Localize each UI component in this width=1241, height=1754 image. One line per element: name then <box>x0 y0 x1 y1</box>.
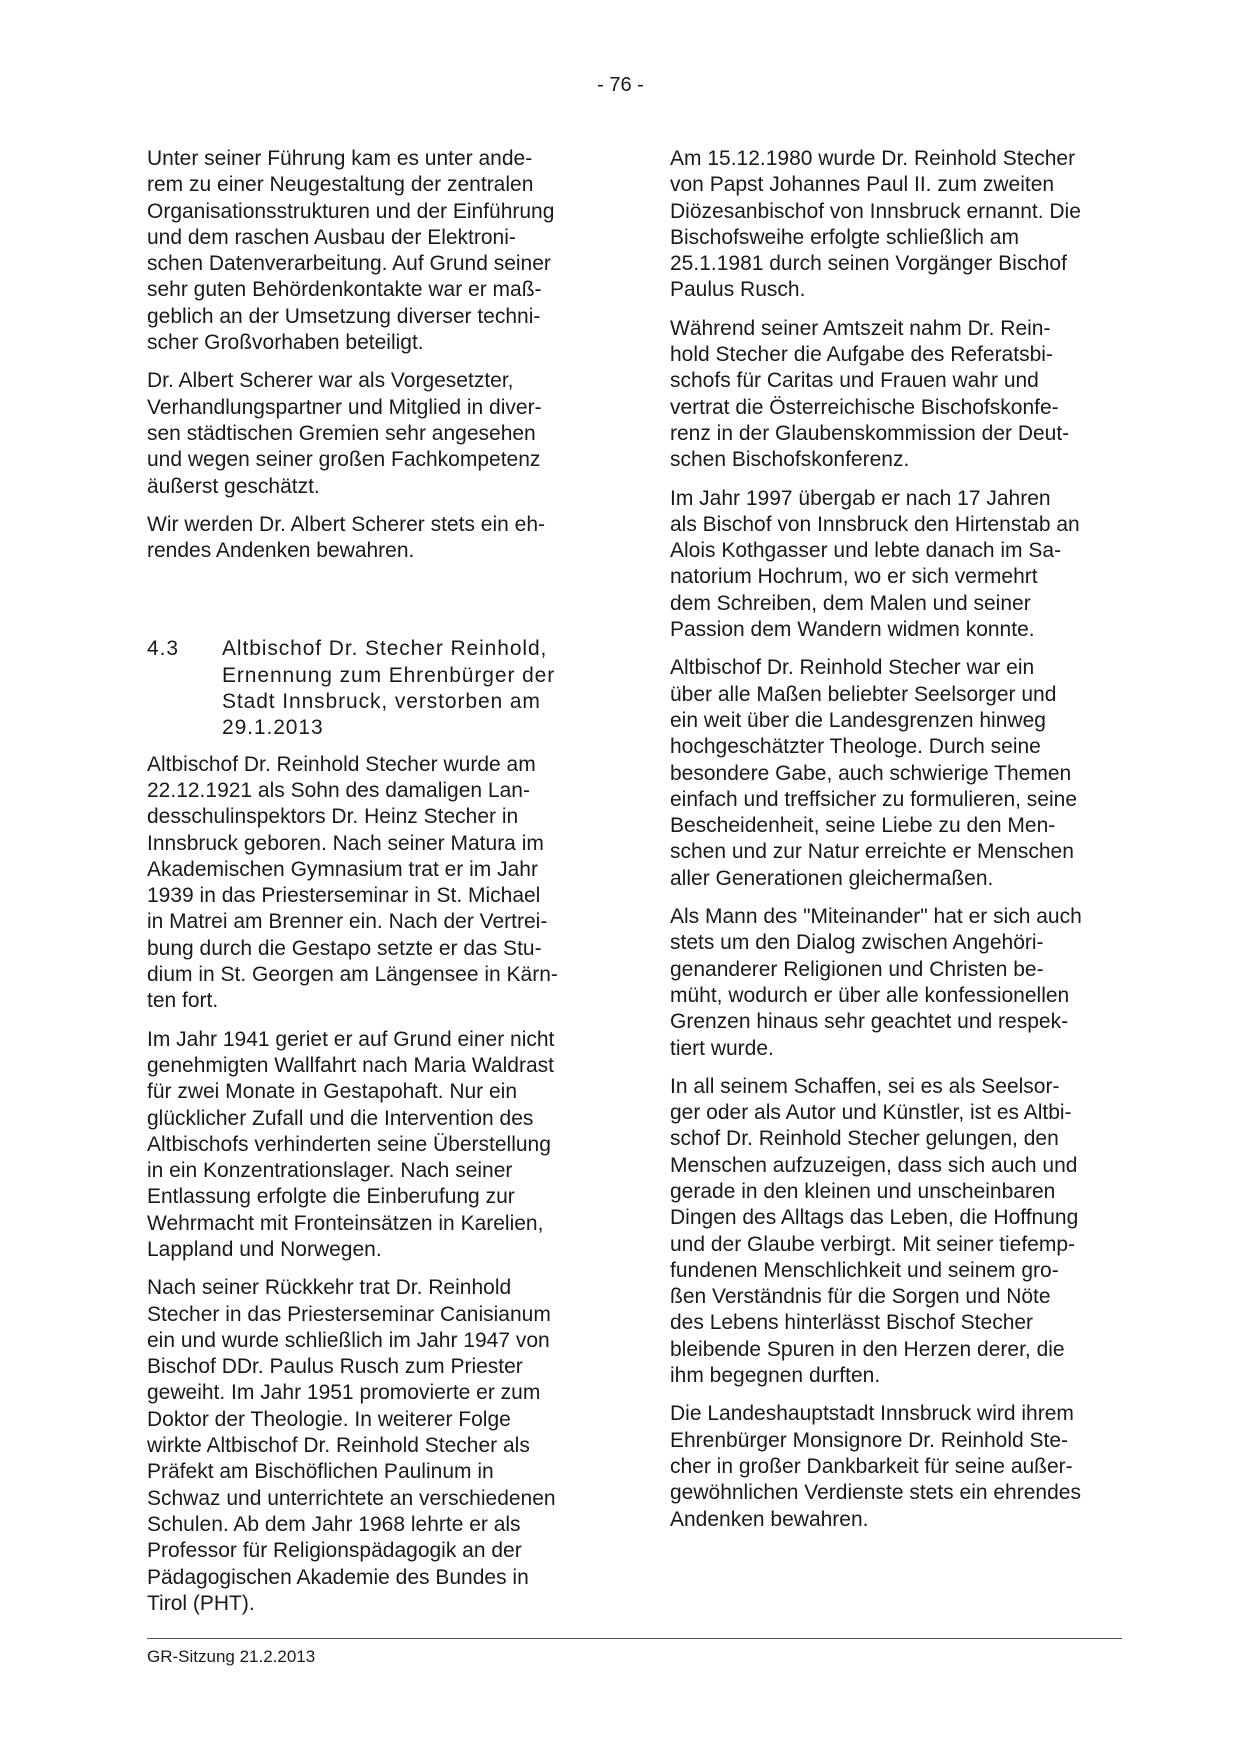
section-title <box>222 636 599 741</box>
paragraph <box>147 1275 599 1617</box>
text-line: Alois Kothgasser und lebte danach im Sa- <box>670 539 1062 563</box>
paragraph <box>670 1401 1130 1532</box>
text-line: über alle Maßen beliebter Seelsorger und <box>670 682 1057 706</box>
text-line: Tirol (PHT). <box>147 1591 255 1615</box>
section-number: 4.3 <box>147 637 179 661</box>
text-line: Professor für Religionspädagogik an der <box>147 1539 522 1563</box>
text-line: Die Landeshauptstadt Innsbruck wird ihrem <box>670 1402 1074 1426</box>
text-line: äußerst geschätzt. <box>147 474 320 498</box>
page-number: - 76 - <box>597 74 644 96</box>
text-line: ein und wurde schließlich im Jahr 1947 von <box>147 1328 550 1352</box>
text-line: Akademischen Gymnasium trat er im Jahr <box>147 857 538 881</box>
paragraph <box>670 1074 1130 1390</box>
section-heading <box>147 636 599 741</box>
text-line: Während seiner Amtszeit nahm Dr. Rein- <box>670 316 1051 340</box>
text-line: Lappland und Norwegen. <box>147 1237 382 1261</box>
text-line: vertrat die Österreichische Bischofskonfe- <box>670 395 1059 419</box>
text-line: schen Datenverarbeitung. Auf Grund seiner <box>147 252 551 276</box>
text-line: Dr. Albert Scherer war als Vorgesetzter, <box>147 369 514 393</box>
text-line: aller Generationen gleichermaßen. <box>670 866 994 890</box>
text-line: Altbischofs verhinderten seine Überstellung <box>147 1132 551 1156</box>
text-line: und wegen seiner großen Fachkompetenz <box>147 448 541 472</box>
text-line: Stadt Innsbruck, verstorben am <box>222 690 541 714</box>
text-line: hochgeschätzter Theologe. Durch seine <box>670 735 1041 759</box>
footer-divider <box>147 1638 1122 1639</box>
text-line: in ein Konzentrationslager. Nach seiner <box>147 1159 513 1183</box>
paragraph <box>147 146 599 356</box>
text-line: renz in der Glaubenskommission der Deut- <box>670 421 1070 445</box>
text-line: Nach seiner Rückkehr trat Dr. Reinhold <box>147 1276 512 1300</box>
paragraph <box>670 655 1130 892</box>
text-line: hold Stecher die Aufgabe des Referatsbi- <box>670 343 1053 367</box>
text-line: Entlassung erfolgte die Einberufung zur <box>147 1185 515 1209</box>
text-line: sehr guten Behördenkontakte war er maß- <box>147 278 542 302</box>
text-line: rendes Andenken bewahren. <box>147 539 415 563</box>
text-line: Wehrmacht mit Fronteinsätzen in Karelien, <box>147 1211 544 1235</box>
left-column <box>147 146 599 1629</box>
text-line: 29.1.2013 <box>222 716 324 740</box>
text-line: schen und zur Natur erreichte er Menschen <box>670 840 1074 864</box>
text-line: genehmigten Wallfahrt nach Maria Waldrast <box>147 1053 554 1077</box>
text-line: von Papst Johannes Paul II. zum zweiten <box>670 173 1055 197</box>
text-line: geweiht. Im Jahr 1951 promovierte er zum <box>147 1381 541 1405</box>
text-line: Als Mann des "Miteinander" hat er sich auch <box>670 905 1082 929</box>
text-line: Stecher in das Priesterseminar Canisianum <box>147 1302 551 1326</box>
text-line: desschulinspektors Dr. Heinz Stecher in <box>147 805 519 829</box>
text-line: ßen Verständnis für die Sorgen und Nöte <box>670 1285 1051 1309</box>
text-line: Ehrenbürger Monsignore Dr. Reinhold Ste- <box>670 1428 1069 1452</box>
text-line: rem zu einer Neugestaltung der zentralen <box>147 173 534 197</box>
text-line: Dingen des Alltags das Leben, die Hoffnung <box>670 1206 1079 1230</box>
paragraph <box>670 146 1130 304</box>
text-line: Präfekt am Bischöflichen Paulinum in <box>147 1460 494 1484</box>
text-line: Altbischof Dr. Reinhold Stecher war ein <box>670 656 1035 680</box>
text-line: glücklicher Zufall und die Intervention des <box>147 1106 534 1130</box>
text-line: schof Dr. Reinhold Stecher gelungen, den <box>670 1127 1059 1151</box>
text-line: ten fort. <box>147 989 219 1013</box>
text-line: Grenzen hinaus sehr geachtet und respek- <box>670 1010 1069 1034</box>
paragraph <box>147 752 599 1015</box>
text-line: und dem raschen Ausbau der Elektroni- <box>147 225 516 249</box>
text-line: wirkte Altbischof Dr. Reinhold Stecher als <box>147 1434 530 1458</box>
text-line: dium in St. Georgen am Längensee in Kärn- <box>147 963 558 987</box>
text-line: Andenken bewahren. <box>670 1507 869 1531</box>
text-line: schofs für Caritas und Frauen wahr und <box>670 369 1039 393</box>
text-line: Unter seiner Führung kam es unter ande- <box>147 147 533 170</box>
text-line: Im Jahr 1997 übergab er nach 17 Jahren <box>670 486 1051 510</box>
text-line: Paulus Rusch. <box>670 278 806 302</box>
text-line: genanderer Religionen und Christen be- <box>670 957 1044 981</box>
text-line: einfach und treffsicher zu formulieren, seine <box>670 787 1077 811</box>
text-line: Bischofsweihe erfolgte schließlich am <box>670 225 1019 249</box>
text-line: Am 15.12.1980 wurde Dr. Reinhold Stecher <box>670 147 1076 170</box>
paragraph <box>670 486 1130 644</box>
text-line: tiert wurde. <box>670 1036 774 1060</box>
text-line: In all seinem Schaffen, sei es als Seelsor- <box>670 1074 1060 1098</box>
text-line: bung durch die Gestapo setzte er das Stu- <box>147 936 542 960</box>
text-line: Diözesanbischof von Innsbruck ernannt. Die <box>670 199 1081 223</box>
text-line: Im Jahr 1941 geriet er auf Grund einer nicht <box>147 1027 555 1051</box>
text-line: sen städtischen Gremien sehr angesehen <box>147 421 536 445</box>
footer-text: GR-Sitzung 21.2.2013 <box>147 1647 316 1666</box>
text-line: cher in großer Dankbarkeit für seine außer- <box>670 1454 1073 1478</box>
text-line: Passion dem Wandern widmen konnte. <box>670 618 1035 642</box>
text-line: dem Schreiben, dem Malen und seiner <box>670 591 1031 615</box>
text-line: ein weit über die Landesgrenzen hinweg <box>670 708 1046 732</box>
paragraph <box>670 316 1130 474</box>
text-line: Pädagogischen Akademie des Bundes in <box>147 1565 529 1589</box>
text-line: 1939 in das Priesterseminar in St. Michael <box>147 884 541 908</box>
text-line: ger oder als Autor und Künstler, ist es Altbi- <box>670 1101 1072 1125</box>
right-column <box>670 146 1130 1545</box>
text-line: als Bischof von Innsbruck den Hirtenstab an <box>670 512 1080 536</box>
text-line: Altbischof Dr. Reinhold Stecher wurde am <box>147 752 536 776</box>
text-line: 22.12.1921 als Sohn des damaligen Lan- <box>147 778 530 802</box>
text-line: geblich an der Umsetzung diverser techni- <box>147 304 541 328</box>
paragraph <box>670 904 1130 1062</box>
text-line: scher Großvorhaben beteiligt. <box>147 331 424 355</box>
text-line: Wir werden Dr. Albert Scherer stets ein eh- <box>147 512 545 536</box>
text-line: Menschen aufzuzeigen, dass sich auch und <box>670 1153 1078 1177</box>
text-line: stets um den Dialog zwischen Angehöri- <box>670 931 1044 955</box>
paragraph <box>147 512 599 565</box>
text-line: Bescheidenheit, seine Liebe zu den Men- <box>670 814 1056 838</box>
text-line: Doktor der Theologie. In weiterer Folge <box>147 1407 511 1431</box>
text-line: Ernennung zum Ehrenbürger der <box>222 663 556 687</box>
text-line: 25.1.1981 durch seinen Vorgänger Bischof <box>670 252 1067 276</box>
text-line: Altbischof Dr. Stecher Reinhold, <box>222 637 548 661</box>
text-line: müht, wodurch er über alle konfessionellen <box>670 983 1070 1007</box>
text-line: für zwei Monate in Gestapohaft. Nur ein <box>147 1080 518 1104</box>
text-line: gewöhnlichen Verdienste stets ein ehrendes <box>670 1481 1081 1505</box>
text-line: Bischof DDr. Paulus Rusch zum Priester <box>147 1355 523 1379</box>
text-line: Verhandlungspartner und Mitglied in diver- <box>147 395 542 419</box>
text-line: fundenen Menschlichkeit und seinem gro- <box>670 1258 1059 1282</box>
text-line: Schulen. Ab dem Jahr 1968 lehrte er als <box>147 1512 521 1536</box>
text-line: des Lebens hinterlässt Bischof Stecher <box>670 1311 1034 1335</box>
text-line: ihm begegnen durften. <box>670 1364 881 1388</box>
text-line: schen Bischofskonferenz. <box>670 448 910 472</box>
text-line: besondere Gabe, auch schwierige Themen <box>670 761 1072 785</box>
text-line: und der Glaube verbirgt. Mit seiner tiefemp- <box>670 1232 1076 1256</box>
paragraph <box>147 1027 599 1264</box>
text-line: natorium Hochrum, wo er sich vermehrt <box>670 565 1038 589</box>
text-line: Innsbruck geboren. Nach seiner Matura im <box>147 831 544 855</box>
text-line: Organisationsstrukturen und der Einführung <box>147 199 555 223</box>
paragraph <box>147 368 599 499</box>
text-line: gerade in den kleinen und unscheinbaren <box>670 1179 1056 1203</box>
text-line: Schwaz und unterrichtete an verschiedenen <box>147 1486 556 1510</box>
text-line: in Matrei am Brenner ein. Nach der Vertrei- <box>147 910 548 934</box>
text-line: bleibende Spuren in den Herzen derer, die <box>670 1337 1065 1361</box>
